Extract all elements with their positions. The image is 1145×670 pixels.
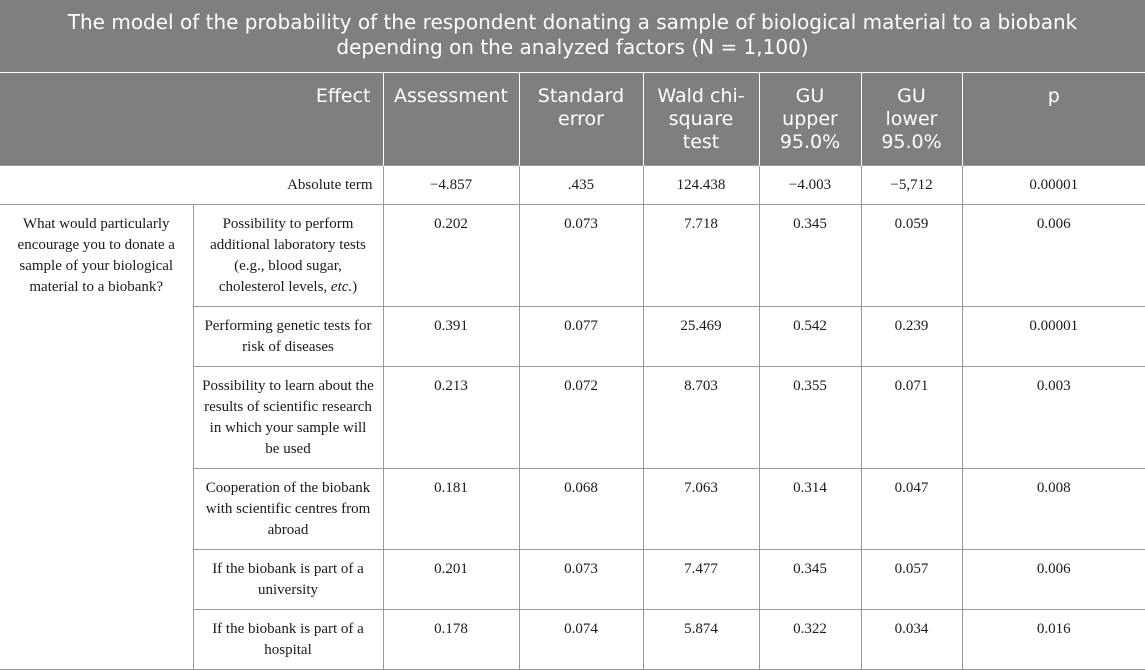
table-row-absolute-term: [0, 166, 1145, 205]
cell-gu-upper: 0.345: [759, 205, 861, 307]
table-row: [0, 205, 1145, 307]
factor-cell: [193, 205, 383, 307]
header-gu-lower: GU lower 95.0%: [861, 73, 962, 166]
header-row: [0, 73, 1145, 166]
factor-cell: If the biobank is part of a hospital: [193, 610, 383, 670]
cell-gu-upper: 0.345: [759, 550, 861, 610]
cell-gu-upper: −4.003: [759, 166, 861, 205]
factor-text-tail: ): [352, 279, 358, 295]
cell-gu-lower: 0.057: [861, 550, 962, 610]
cell-p: 0.00001: [962, 307, 1145, 367]
cell-assessment: −4.857: [383, 166, 519, 205]
cell-standard-error: 0.074: [519, 610, 643, 670]
cell-assessment: 0.391: [383, 307, 519, 367]
table-title: The model of the probability of the respondent donating a sample of biological material to a biobank depending on the analyzed factors (N = 1,100): [0, 0, 1145, 73]
cell-wald: 25.469: [643, 307, 759, 367]
cell-standard-error: 0.072: [519, 367, 643, 469]
cell-wald: 5.874: [643, 610, 759, 670]
factor-cell: Cooperation of the biobank with scientific centres from abroad: [193, 469, 383, 550]
cell-gu-upper: 0.355: [759, 367, 861, 469]
cell-gu-upper: 0.322: [759, 610, 861, 670]
cell-assessment: 0.201: [383, 550, 519, 610]
header-p: p: [962, 73, 1145, 166]
cell-p: 0.006: [962, 205, 1145, 307]
factor-cell: If the biobank is part of a university: [193, 550, 383, 610]
cell-gu-lower: 0.047: [861, 469, 962, 550]
header-effect: Effect: [0, 73, 383, 166]
cell-gu-lower: −5,712: [861, 166, 962, 205]
cell-gu-lower: 0.059: [861, 205, 962, 307]
table-caption-row: [0, 0, 1145, 73]
cell-wald: 7.477: [643, 550, 759, 610]
cell-assessment: 0.178: [383, 610, 519, 670]
question-cell: What would particularly encourage you to donate a sample of your biological material to a biobank?: [0, 205, 193, 670]
cell-gu-upper: 0.542: [759, 307, 861, 367]
cell-wald: 8.703: [643, 367, 759, 469]
cell-standard-error: 0.068: [519, 469, 643, 550]
header-wald: Wald chi-square test: [643, 73, 759, 166]
cell-standard-error: 0.077: [519, 307, 643, 367]
header-standard-error: Standard error: [519, 73, 643, 166]
cell-standard-error: .435: [519, 166, 643, 205]
cell-gu-lower: 0.239: [861, 307, 962, 367]
header-assessment: Assessment: [383, 73, 519, 166]
cell-assessment: 0.181: [383, 469, 519, 550]
cell-standard-error: 0.073: [519, 205, 643, 307]
cell-gu-upper: 0.314: [759, 469, 861, 550]
cell-p: 0.003: [962, 367, 1145, 469]
cell-p: 0.008: [962, 469, 1145, 550]
factor-cell: Performing genetic tests for risk of diseases: [193, 307, 383, 367]
cell-gu-lower: 0.034: [861, 610, 962, 670]
cell-wald: 124.438: [643, 166, 759, 205]
cell-wald: 7.718: [643, 205, 759, 307]
cell-wald: 7.063: [643, 469, 759, 550]
cell-gu-lower: 0.071: [861, 367, 962, 469]
cell-standard-error: 0.073: [519, 550, 643, 610]
cell-p: 0.006: [962, 550, 1145, 610]
factor-cell: Possibility to learn about the results of scientific research in which your sample will be used: [193, 367, 383, 469]
factor-text: Possibility to perform additional laboratory tests (e.g., blood sugar, cholesterol levels,: [210, 216, 366, 295]
header-gu-upper: GU upper 95.0%: [759, 73, 861, 166]
cell-p: 0.00001: [962, 166, 1145, 205]
absolute-term-label: Absolute term: [0, 166, 383, 205]
cell-assessment: 0.213: [383, 367, 519, 469]
factor-text-italic: etc.: [330, 279, 353, 295]
cell-p: 0.016: [962, 610, 1145, 670]
cell-assessment: 0.202: [383, 205, 519, 307]
